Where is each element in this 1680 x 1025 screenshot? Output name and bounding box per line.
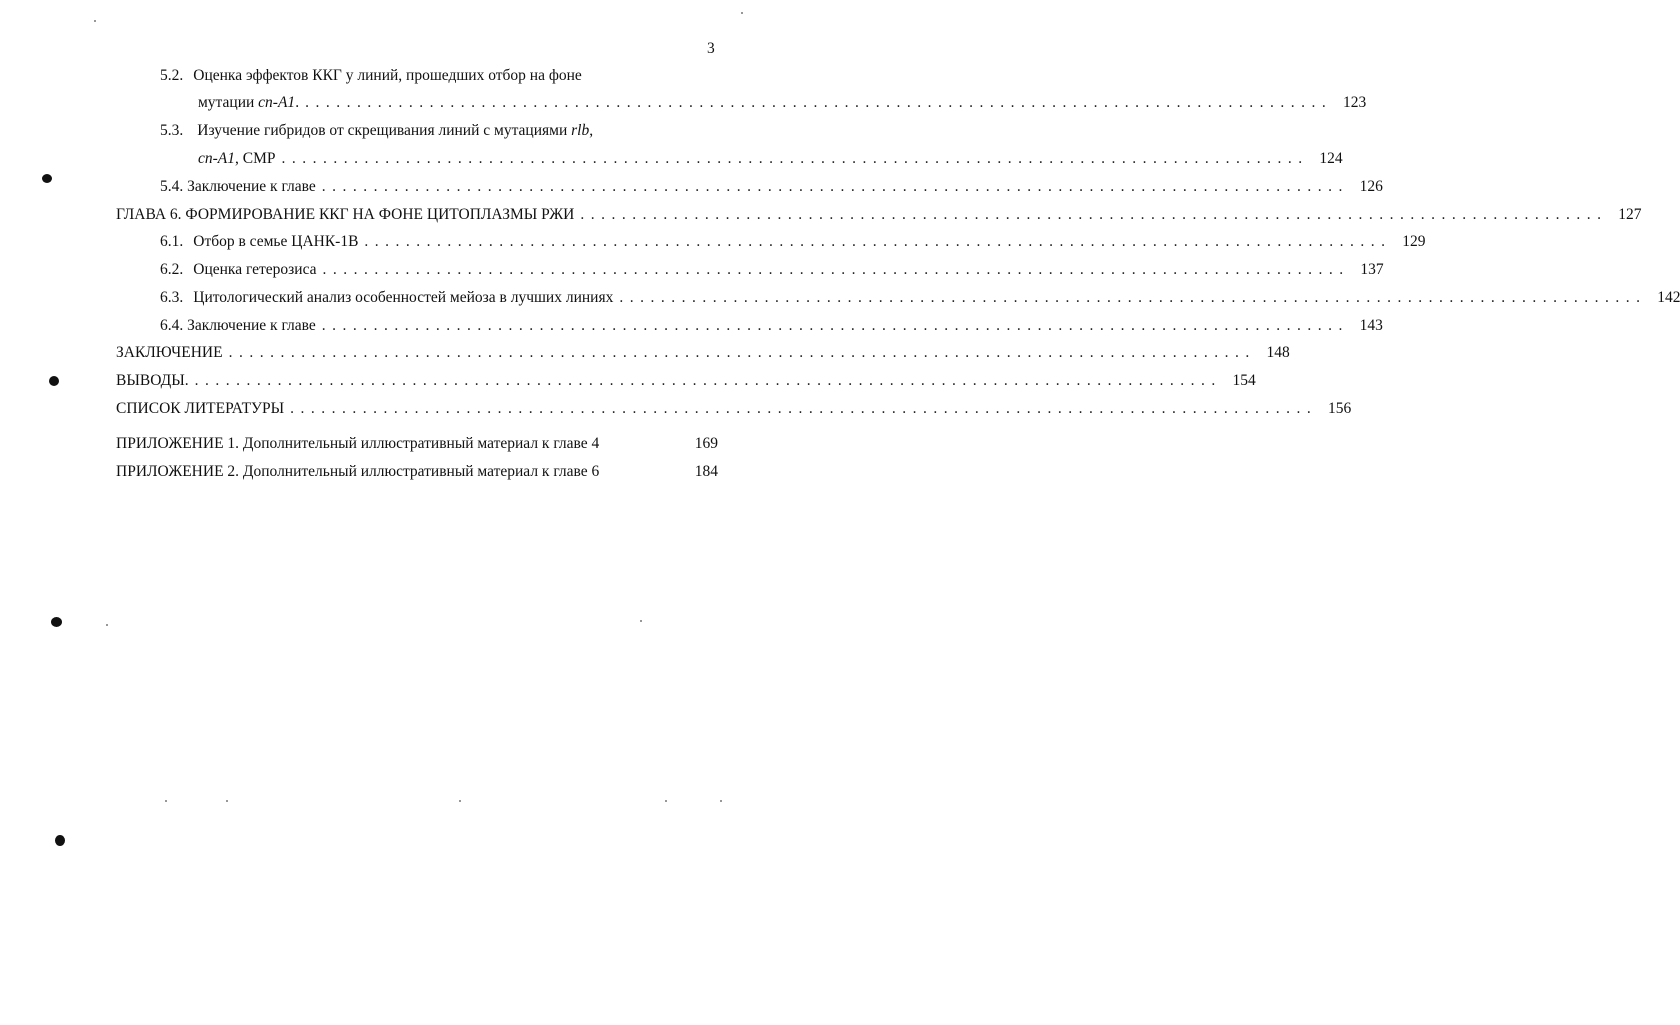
- toc-page: 126: [1359, 178, 1383, 195]
- scan-blot: [49, 376, 59, 386]
- toc-title-cont: cn-A1, СМР: [198, 150, 276, 167]
- scan-speck: [459, 800, 461, 802]
- toc-entry-chapter-6[interactable]: [116, 205, 1642, 225]
- toc-title-cont: мутации cn-A1.: [198, 94, 300, 111]
- toc-entry-6-2[interactable]: [160, 260, 1384, 280]
- toc-page: 169: [694, 435, 718, 452]
- toc-title: ГЛАВА 6. ФОРМИРОВАНИЕ ККГ НА ФОНЕ ЦИТОПЛАЗМЫ РЖИ: [116, 206, 575, 223]
- scan-speck: [165, 800, 167, 802]
- toc-page: 142: [1657, 289, 1680, 306]
- toc-entry-conclusion[interactable]: [116, 343, 1290, 363]
- toc-entry-6-3[interactable]: [160, 288, 1680, 308]
- toc-entry-5-4[interactable]: [160, 177, 1383, 197]
- toc-title: 6.1. Отбор в семье ЦАНК-1В: [160, 233, 359, 250]
- toc-title: СПИСОК ЛИТЕРАТУРЫ: [116, 400, 285, 417]
- toc-page: 154: [1232, 372, 1256, 389]
- dot-leader: ...................................................................................................: [305, 94, 1333, 111]
- dot-leader: ...................................................................................................: [281, 150, 1309, 167]
- dot-leader: ...................................................................................................: [322, 261, 1350, 278]
- page-number: 3: [707, 40, 715, 57]
- toc-title: Оценка эффектов ККГ у линий, прошедших отбор на фоне: [193, 67, 582, 84]
- toc-title: 6.2. Оценка гетерозиса: [160, 261, 317, 278]
- toc-entry-6-4[interactable]: [160, 316, 1383, 336]
- toc-page: 143: [1359, 317, 1383, 334]
- scan-speck: [741, 12, 743, 14]
- toc-title: Изучение гибридов от скрещивания линий с мутациями rlb,: [197, 122, 594, 139]
- scan-blot: [55, 835, 65, 846]
- scan-speck: [226, 800, 228, 802]
- dot-leader: ...................................................................................................: [580, 206, 1608, 223]
- toc-page: 127: [1618, 206, 1642, 223]
- scan-speck: [94, 20, 96, 22]
- toc-entry-6-1[interactable]: [160, 232, 1426, 252]
- toc-entry-references[interactable]: [116, 399, 1352, 419]
- scan-speck: [665, 800, 667, 802]
- toc-title: ЗАКЛЮЧЕНИЕ: [116, 344, 223, 361]
- toc-entry-5-3[interactable]: [198, 149, 1343, 169]
- toc-entry-appendix-1[interactable]: [116, 434, 718, 454]
- toc-title: ВЫВОДЫ.: [116, 372, 189, 389]
- scan-speck: [720, 800, 722, 802]
- toc-page: 137: [1360, 261, 1384, 278]
- toc-page: 129: [1402, 233, 1426, 250]
- scan-blot: [42, 174, 52, 183]
- scan-blot: [51, 617, 62, 627]
- toc-page: 156: [1328, 400, 1352, 417]
- dot-leader: ...................................................................................................: [619, 289, 1647, 306]
- toc-title: 6.3. Цитологический анализ особенностей мейоза в лучших линиях: [160, 289, 614, 306]
- toc-page: 123: [1342, 94, 1367, 111]
- toc-entry-5-2[interactable]: [198, 93, 1367, 113]
- toc-page: 184: [694, 463, 718, 480]
- dot-leader: ...................................................................................................: [228, 344, 1256, 361]
- scan-speck: [640, 620, 642, 622]
- dot-leader: ...................................................................................................: [321, 317, 1349, 334]
- toc-entry-5-3-line1: [160, 121, 593, 141]
- toc-title: ПРИЛОЖЕНИЕ 1. Дополнительный иллюстративный материал к главе 4: [116, 435, 600, 452]
- toc-title: 5.4. Заключение к главе: [160, 178, 316, 195]
- dot-leader: ...................................................................................................: [321, 178, 1349, 195]
- toc-entry-5-2-line1: [160, 66, 582, 86]
- toc-title: 6.4. Заключение к главе: [160, 317, 316, 334]
- dot-leader: ...................................................................................................: [194, 372, 1222, 389]
- toc-title: ПРИЛОЖЕНИЕ 2. Дополнительный иллюстративный материал к главе 6: [116, 463, 600, 480]
- toc-page: 124: [1319, 150, 1343, 167]
- dot-leader: ...................................................................................................: [290, 400, 1318, 417]
- toc-page: 148: [1266, 344, 1290, 361]
- toc-number: 5.2.: [160, 67, 184, 84]
- toc-entry-appendix-2[interactable]: [116, 462, 718, 482]
- dot-leader: ...................................................................................................: [364, 233, 1392, 250]
- scan-speck: [106, 624, 108, 626]
- toc-number: 5.3.: [160, 122, 184, 139]
- toc-entry-findings[interactable]: [116, 371, 1256, 391]
